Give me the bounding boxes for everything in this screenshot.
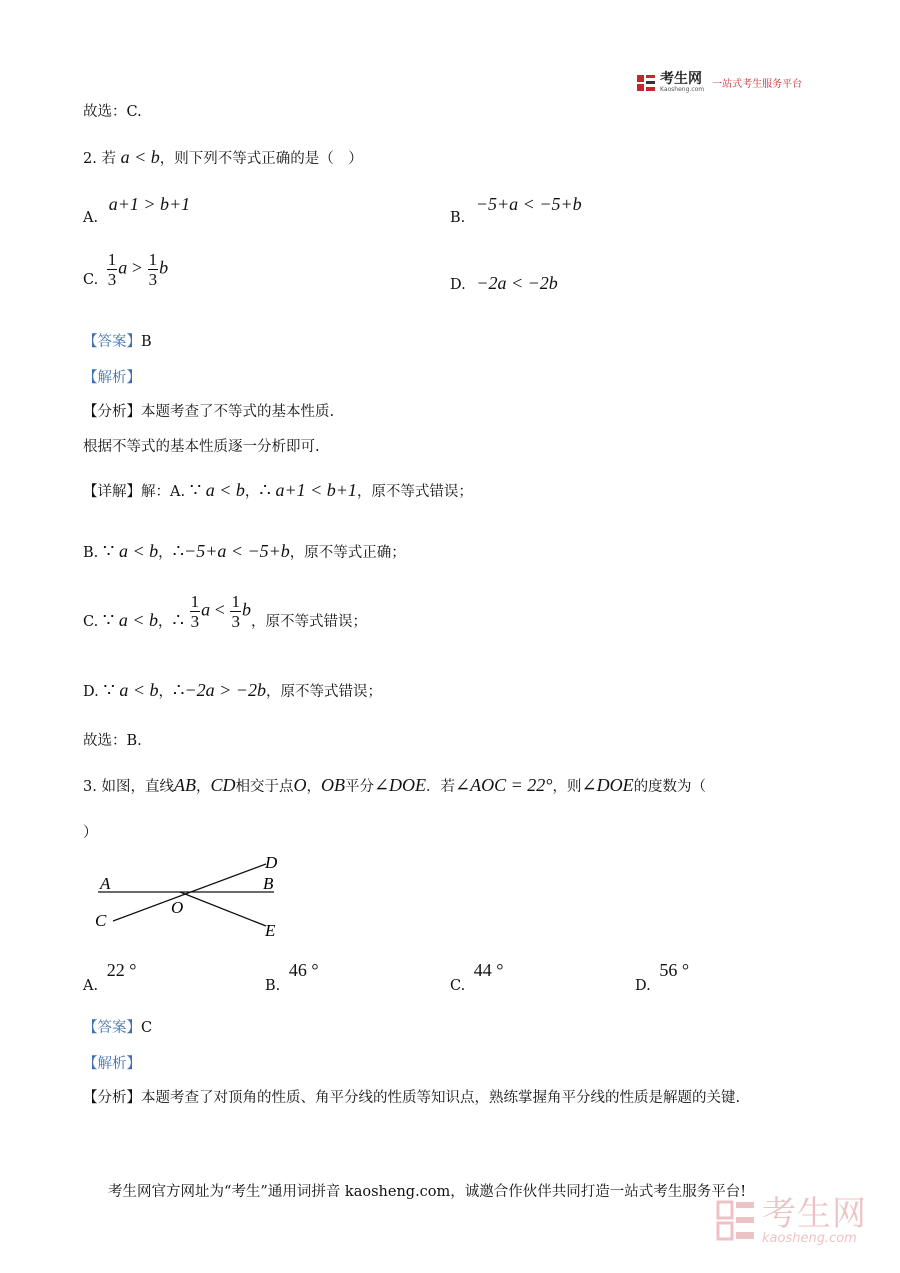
q2-step-a-verdict: ，原不等式错误；	[356, 484, 473, 500]
watermark	[716, 1196, 867, 1245]
q2-step-d-verdict: ，原不等式错误；	[265, 684, 382, 700]
q3-answer-value: C	[141, 1020, 153, 1036]
watermark-name: 考生网	[762, 1194, 867, 1234]
q3-close-paren: ）	[83, 825, 98, 841]
q3-fenxi-tag: 【分析】	[83, 1090, 141, 1106]
q2-step-c-verdict: ，原不等式错误；	[250, 613, 367, 630]
comma: ，	[158, 545, 173, 561]
q2-option-c-label: C.	[83, 271, 99, 288]
watermark-domain: kaosheng.com	[762, 1231, 857, 1246]
q2-number: 2.	[83, 151, 97, 167]
therefore-symbol: ∴	[172, 541, 185, 561]
comma: ，	[158, 613, 173, 630]
q2-answer	[83, 332, 152, 352]
q2-option-b	[450, 194, 582, 226]
q3-option-d-value: 56 °	[659, 960, 690, 980]
q2-option-b-math: −5+a < −5+b	[475, 194, 582, 214]
q3-text-7: ，则	[552, 779, 582, 795]
q2-detail-d-label: D.	[83, 684, 99, 700]
q2-step-c-frac-left: $\frac{1}{3}$	[190, 592, 200, 631]
q2-option-a-math: a+1 > b+1	[108, 194, 191, 214]
q3-option-d	[635, 960, 690, 994]
since-symbol: ∵	[189, 480, 202, 500]
q2-option-c-frac-left: $\frac{1}{3}$	[107, 250, 117, 289]
q2-detail-tag: 【详解】	[83, 484, 141, 500]
q2-answer-value: B	[141, 334, 152, 350]
q2-option-b-label: B.	[450, 210, 466, 226]
q2-conclusion: 故选：B.	[83, 733, 142, 749]
q2-cond: a < b	[118, 609, 159, 630]
header-logo	[636, 72, 802, 93]
therefore-symbol: ∴	[173, 680, 185, 700]
comma: ，	[158, 684, 174, 700]
point-label-o: O	[171, 898, 184, 917]
q2-option-a	[83, 194, 191, 226]
q3-ob: OB	[320, 775, 345, 795]
q2-method: 根据不等式的基本性质逐一分析即可.	[83, 439, 320, 455]
q3-analysis-tag: 【解析】	[83, 1056, 141, 1072]
q3-option-a-label: A.	[83, 978, 99, 994]
since-symbol: ∵	[102, 541, 115, 561]
point-label-d: D	[265, 853, 278, 872]
therefore-symbol: ∴	[172, 609, 184, 630]
q3-figure	[88, 848, 288, 943]
q3-answer	[83, 1018, 152, 1038]
q2-step-c-left-var: a	[201, 599, 211, 620]
q2-fenxi	[83, 402, 334, 422]
q2-step-d: −2a > −2b	[184, 680, 266, 700]
q3-text-4: ，	[306, 779, 321, 795]
q3-fenxi	[83, 1088, 740, 1108]
q2-step-b-verdict: ，原不等式正确；	[289, 545, 406, 561]
q3-option-c-label: C.	[450, 978, 466, 994]
q3-angle-doe-2: ∠DOE	[581, 775, 634, 795]
q3-text-1: 如图，直线	[101, 779, 174, 795]
q2-detail-c	[83, 592, 367, 631]
q3-text-2: ，	[195, 779, 211, 795]
q3-text-8: 的度数为（	[633, 779, 707, 795]
q3-fenxi-text: 本题考查了对顶角的性质、角平分线的性质等知识点，熟练掌握角平分线的性质是解题的关键.	[141, 1090, 741, 1106]
q2-step-c-right-var: b	[241, 599, 251, 620]
q2-step-c-op: <	[214, 599, 225, 620]
q2-detail-a	[83, 480, 473, 502]
q3-option-d-label: D.	[635, 978, 651, 994]
q2-step-c-frac-right: $\frac{1}{3}$	[231, 592, 240, 631]
q2-option-a-label: A.	[83, 210, 99, 226]
q2-answer-tag: 【答案】	[83, 334, 141, 350]
q2-stem	[83, 147, 363, 169]
header-slogan: 一站式考生服务平台	[712, 79, 803, 90]
q2-detail-intro: 解：A.	[141, 484, 186, 500]
kaosheng-logo-icon	[636, 73, 656, 93]
q3-angle-doe: ∠DOE	[373, 775, 427, 795]
logo-text	[660, 72, 704, 93]
comma: ，	[244, 484, 260, 500]
q2-fenxi-text: 本题考查了不等式的基本性质.	[141, 404, 335, 420]
since-symbol: ∵	[102, 609, 115, 630]
watermark-logo-icon	[716, 1199, 756, 1243]
point-label-a: A	[100, 874, 111, 893]
q2-option-d-math: −2a < −2b	[476, 273, 558, 293]
q2-detail-b	[83, 541, 406, 563]
q3-option-b-value: 46 °	[288, 960, 319, 980]
q3-option-b-label: B.	[265, 978, 281, 994]
q3-option-b	[265, 960, 319, 994]
q3-cd: CD	[210, 775, 236, 795]
q3-ab: AB	[173, 775, 196, 795]
q3-option-c-value: 44 °	[473, 960, 504, 980]
q3-answer-tag: 【答案】	[83, 1020, 141, 1036]
watermark-text	[762, 1196, 867, 1245]
q2-detail-d	[83, 680, 382, 702]
q2-option-c-frac-right: $\frac{1}{3}$	[148, 250, 158, 289]
point-label-c: C	[95, 911, 107, 930]
q3-number: 3.	[83, 779, 97, 795]
q2-option-d	[450, 273, 558, 295]
ray-oe	[180, 892, 266, 926]
q2-cond: a < b	[205, 480, 245, 500]
q2-fenxi-tag: 【分析】	[83, 404, 141, 420]
q2-cond: a < b	[119, 680, 159, 700]
q3-text-5: 平分	[344, 779, 374, 795]
q2-stem-post: ，则下列不等式正确的是（ ）	[159, 151, 363, 167]
q2-option-c-right-var: b	[159, 257, 169, 278]
q2-step-a: a+1 < b+1	[275, 480, 357, 500]
q3-o: O	[293, 775, 307, 795]
logo-domain: Kaosheng.com	[660, 86, 705, 93]
q3-stem	[83, 775, 706, 797]
q3-text-3: 相交于点	[235, 779, 294, 795]
q2-cond: a < b	[118, 541, 159, 561]
q2-step-b: −5+a < −5+b	[184, 541, 290, 561]
q3-option-a	[83, 960, 137, 994]
q1-conclusion: 故选：C.	[83, 104, 142, 120]
since-symbol: ∵	[103, 680, 115, 700]
q3-angle-aoc: ∠AOC = 22°	[455, 775, 553, 795]
q2-option-c-left-var: a	[118, 257, 128, 278]
logo-name: 考生网	[660, 71, 702, 87]
q2-option-d-label: D.	[450, 277, 466, 293]
point-label-e: E	[265, 921, 276, 940]
q2-stem-math: a < b	[120, 147, 160, 167]
q2-detail-c-label: C.	[83, 613, 99, 630]
q2-option-c-op: >	[131, 257, 143, 278]
q2-stem-pre: 若	[101, 151, 116, 167]
therefore-symbol: ∴	[259, 480, 271, 500]
q3-option-a-value: 22 °	[106, 960, 137, 980]
page-footer: 考生网官方网址为“考生”通用词拼音 kaosheng.com，诚邀合作伙伴共同打造一站式考生服务平台!	[108, 1184, 747, 1200]
q3-option-c	[450, 960, 504, 994]
point-label-b: B	[263, 874, 274, 893]
q2-option-c	[83, 250, 168, 289]
q3-text-6: ．若	[426, 779, 456, 795]
q2-detail-b-label: B.	[83, 545, 99, 561]
q2-analysis-tag: 【解析】	[83, 370, 141, 386]
